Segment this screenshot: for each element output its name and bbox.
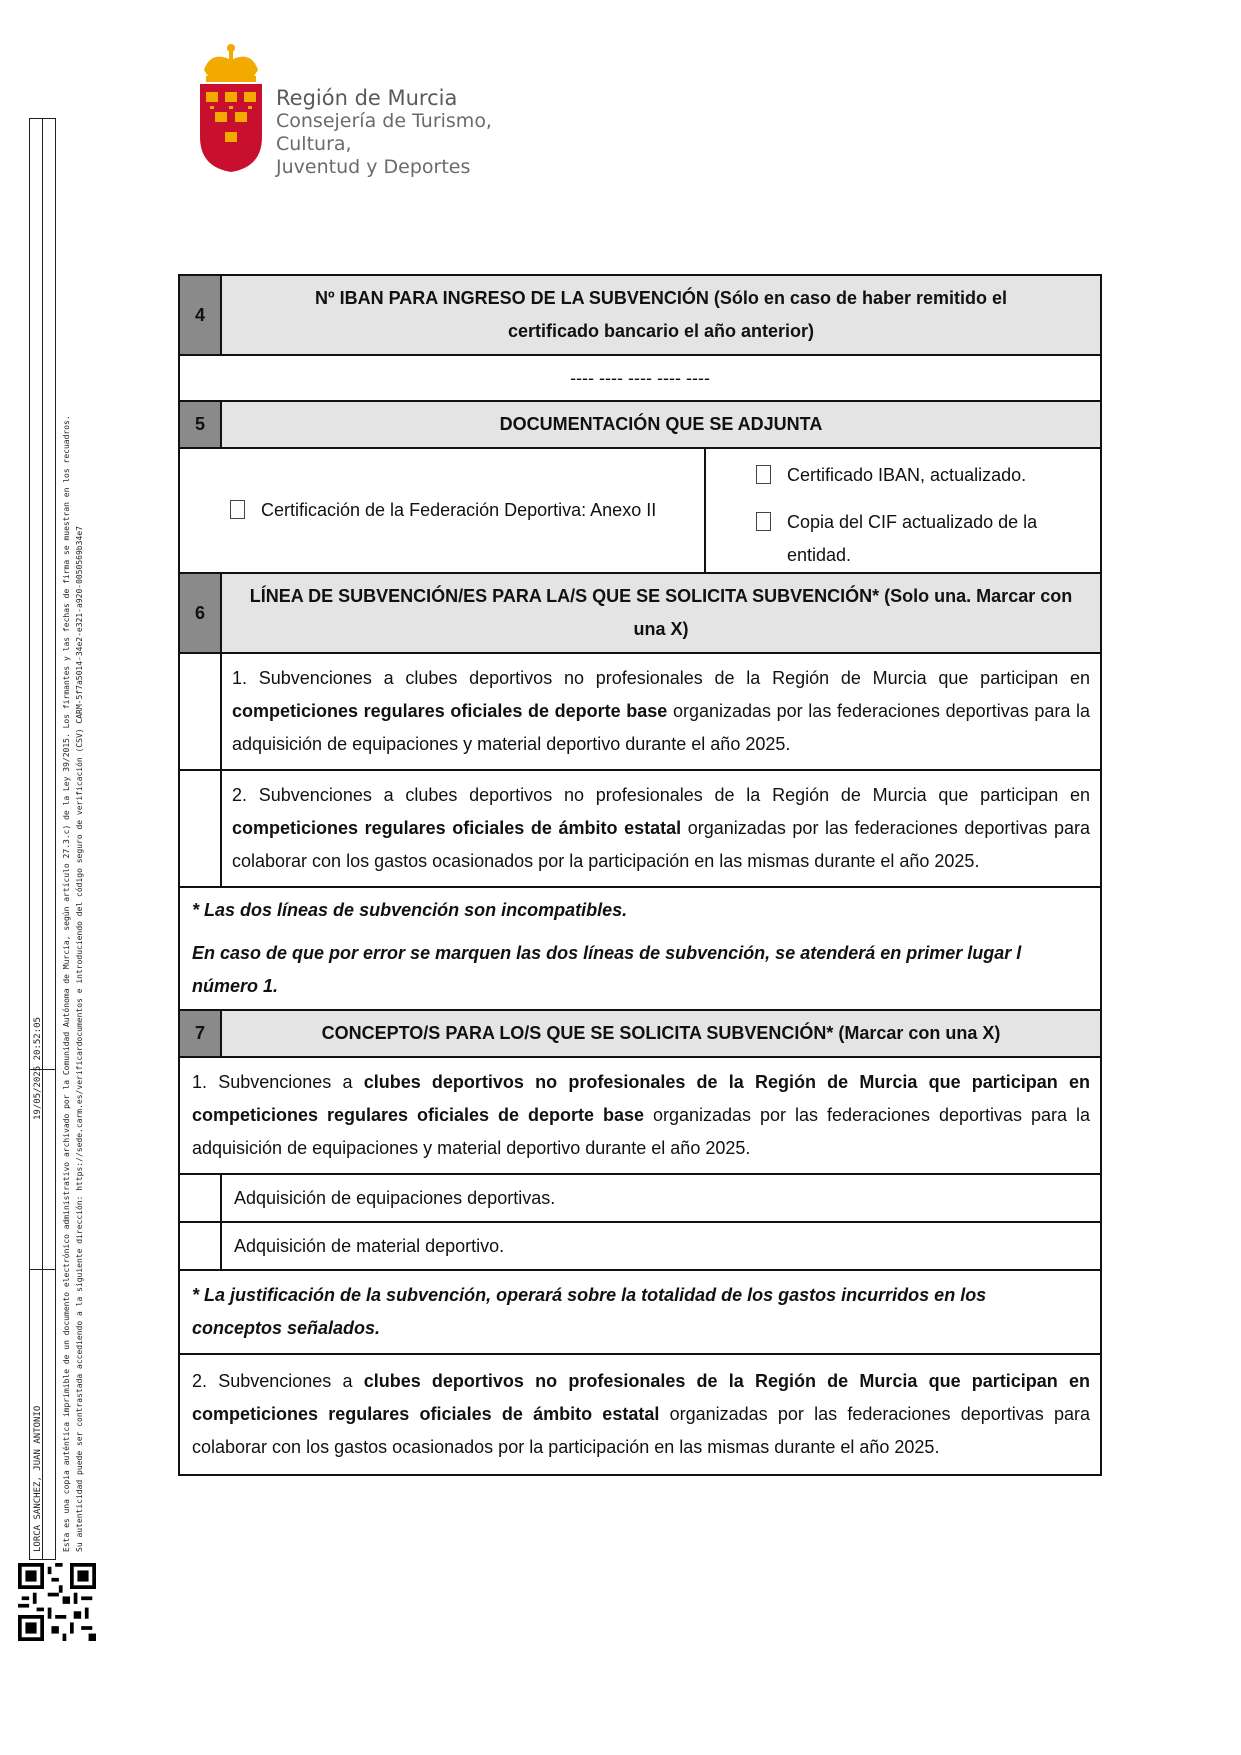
signature-datetime: 19/05/2025 20:52:05: [33, 1017, 43, 1120]
error-note-line-1: En caso de que por error se marquen las dos líneas de subvención, se atenderá en primer lugar l: [192, 943, 1022, 963]
concept-equipment-label: Adquisición de equipaciones deportivas.: [221, 1174, 1101, 1222]
signature-frame: [29, 118, 56, 1560]
incompatibility-note: * Las dos líneas de subvención son incompatibles.: [192, 900, 628, 920]
line-2-text: 2. Subvenciones a clubes deportivos no profesionales de la Región de Murcia que participan en competiciones regulares oficiales de ámbito estatal organizadas por las federaciones deportivas para colaborar con los gastos ocasionados por la participación en las mismas durante el año 2025.: [221, 770, 1101, 887]
section-5-number: 5: [179, 401, 221, 448]
line-1-checkbox[interactable]: [179, 653, 221, 770]
region-murcia-logo: [196, 42, 546, 182]
ministry-line-2: Juventud y Deportes: [276, 156, 471, 178]
doc-iban-checkbox[interactable]: [756, 465, 771, 484]
concept-1-text: 1. Subvenciones a clubes deportivos no profesionales de la Región de Murcia que participan en competiciones regulares oficiales de deporte base organizadas por las federaciones deportivas para la adquisición de equipaciones y material deportivo durante el año 2025.: [179, 1057, 1101, 1174]
doc-federation-cert: [179, 448, 705, 573]
section-6-title: LÍNEA DE SUBVENCIÓN/ES PARA LA/S QUE SE SOLICITA SUBVENCIÓN* (Solo una. Marcar con una X): [221, 573, 1101, 653]
section-7-title: CONCEPTO/S PARA LO/S QUE SE SOLICITA SUBVENCIÓN* (Marcar con una X): [221, 1010, 1101, 1057]
section-7-number: 7: [179, 1010, 221, 1057]
concept-material-checkbox[interactable]: [179, 1222, 221, 1270]
doc-right-list: [705, 448, 1101, 573]
section-4-title: Nº IBAN PARA INGRESO DE LA SUBVENCIÓN (Sólo en caso de haber remitido el certificado bancario el año anterior): [221, 275, 1101, 355]
justification-note: * La justificación de la subvención, operará sobre la totalidad de los gastos incurridos en los conceptos señalados.: [179, 1270, 1101, 1354]
doc-cif-checkbox[interactable]: [756, 512, 771, 531]
subsidy-form: [178, 274, 1100, 1476]
doc-cif-label: Copia del CIF actualizado de la entidad.: [787, 512, 1038, 565]
signer-name: LORCA SANCHEZ, JUAN ANTONIO: [33, 1405, 43, 1552]
coat-of-arms-icon: [196, 42, 266, 172]
doc-iban-label: Certificado IBAN, actualizado.: [787, 465, 1027, 485]
doc-federation-checkbox[interactable]: [230, 500, 245, 519]
section-5-title: DOCUMENTACIÓN QUE SE ADJUNTA: [221, 401, 1101, 448]
error-note-line-2: número 1.: [192, 976, 279, 996]
concept-equipment-checkbox[interactable]: [179, 1174, 221, 1222]
concept-material-label: Adquisición de material deportivo.: [221, 1222, 1101, 1270]
section-6-number: 6: [179, 573, 221, 653]
iban-field[interactable]: ---- ---- ---- ---- ----: [179, 355, 1101, 401]
doc-federation-label: Certificación de la Federación Deportiva: Anexo II: [261, 500, 657, 520]
section-4-number: 4: [179, 275, 221, 355]
legal-notice-2: Su autenticidad puede ser contrastada accediendo a la siguiente dirección: https://sede.carm.es/verificardocumentos e introduciendo del código seguro de verificación (CSV) CARM-5f7a5014-34e2-e321-a920-0050569b34e7: [75, 526, 84, 1552]
line-2-checkbox[interactable]: [179, 770, 221, 887]
ministry-line-1: Consejería de Turismo, Cultura,: [276, 110, 492, 155]
concept-2-text: 2. Subvenciones a clubes deportivos no profesionales de la Región de Murcia que participan en competiciones regulares oficiales de ámbito estatal organizadas por las federaciones deportivas para colaborar con los gastos ocasionados por la participación en las mismas durante el año 2025.: [179, 1354, 1101, 1475]
region-name: Región de Murcia: [276, 86, 458, 110]
legal-notice-1: Esta es una copia auténtica imprimible de un documento electrónico administrativo archivado por la Comunidad Autónoma de Murcia, según artículo 27.3.c) de la Ley 39/2015. Los firmantes y las fechas de firma se muestran en los recuadros.: [62, 415, 71, 1552]
line-1-text: 1. Subvenciones a clubes deportivos no profesionales de la Región de Murcia que participan en competiciones regulares oficiales de deporte base organizadas por las federaciones deportivas para la adquisición de equipaciones y material deportivo durante el año 2025.: [221, 653, 1101, 770]
qr-code-icon: [18, 1563, 96, 1641]
section-6-notes: [179, 887, 1101, 1010]
